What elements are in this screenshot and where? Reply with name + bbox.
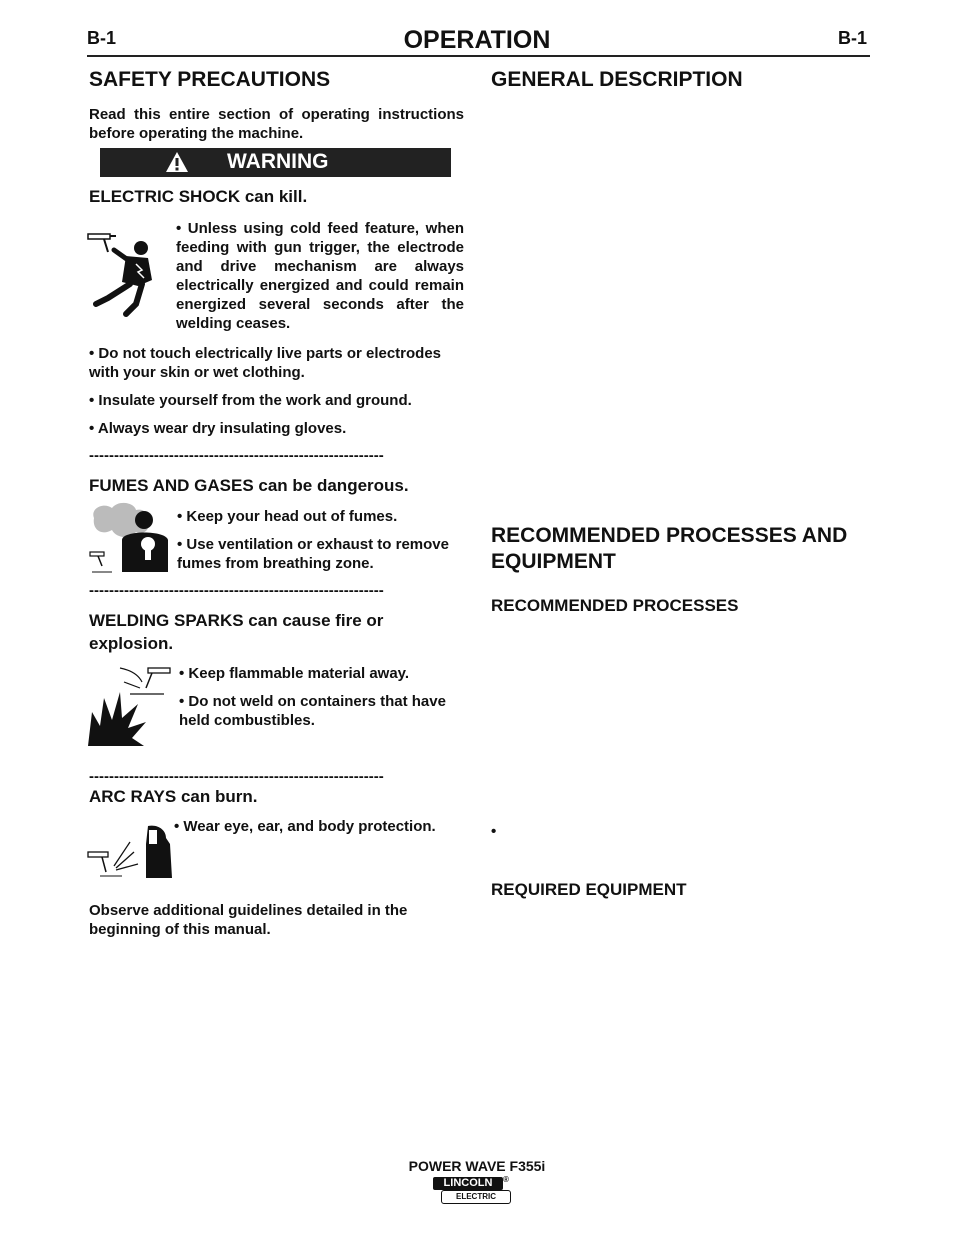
empty-bullet: • [491,823,497,840]
welding-sparks-icon [86,662,178,748]
shock-bullet-3: • Insulate yourself from the work and ground. [89,392,412,409]
arc-rays-icon [86,822,178,880]
divider-2: ----------------------------------------------------------- [89,582,384,599]
lincoln-electric-logo [433,1177,513,1205]
divider-3: ----------------------------------------------------------- [89,768,384,785]
sparks-bullet-1: • Keep flammable material away. [179,665,410,682]
fumes-bullet-2: • Use ventilation or exhaust to remove fumes from breathing zone. [177,536,449,572]
logo-top: LINCOLN [433,1177,503,1190]
sparks-title: WELDING SPARKS can cause fire or explosion. [89,611,384,653]
shock-title: ELECTRIC SHOCK can kill. [89,187,308,206]
page-code-left: B-1 [87,28,117,48]
warning-bar [100,148,451,177]
fumes-icon [86,500,174,576]
safety-intro: Read this entire section of operating instructions before operating the machine. [89,106,464,142]
safety-heading: SAFETY PRECAUTIONS [89,68,331,91]
logo-bottom: ELECTRIC [441,1190,511,1204]
arc-title: ARC RAYS can burn. [89,787,258,806]
shock-bullet-2: • Do not touch electrically live parts or electrodes with your skin or wet clothing. [89,345,442,381]
warning-triangle-icon [165,151,189,173]
closing-note: Observe additional guidelines detailed in the beginning of this manual. [89,902,408,938]
fumes-title: FUMES AND GASES can be dangerous. [89,476,409,495]
recommended-processes-subheading: RECOMMENDED PROCESSES [491,596,739,615]
arc-bullet-1: • Wear eye, ear, and body protection. [174,818,436,835]
electric-shock-icon [86,228,166,320]
page-code-right: B-1 [838,28,868,48]
header-rule [87,55,870,57]
footer-model: POWER WAVE F355i [408,1158,546,1174]
page-title: OPERATION [403,26,551,54]
fumes-bullet-1: • Keep your head out of fumes. [177,508,398,525]
required-equipment-subheading: REQUIRED EQUIPMENT [491,880,687,899]
logo-registered-mark: ® [503,1175,509,1184]
general-description-heading: GENERAL DESCRIPTION [491,68,743,91]
shock-bullet-4: • Always wear dry insulating gloves. [89,420,347,437]
divider-1: ----------------------------------------------------------- [89,447,384,464]
recommended-heading: RECOMMENDED PROCESSES AND EQUIPMENT [491,524,848,573]
shock-bullet-1: • Unless using cold feed feature, when feeding with gun trigger, the electrode and drive mechanism are always electrically energized and could remain energized several seconds after the welding ceases. [176,220,464,332]
warning-label: WARNING [227,150,329,173]
sparks-bullet-2: • Do not weld on containers that have held combustibles. [179,693,446,729]
